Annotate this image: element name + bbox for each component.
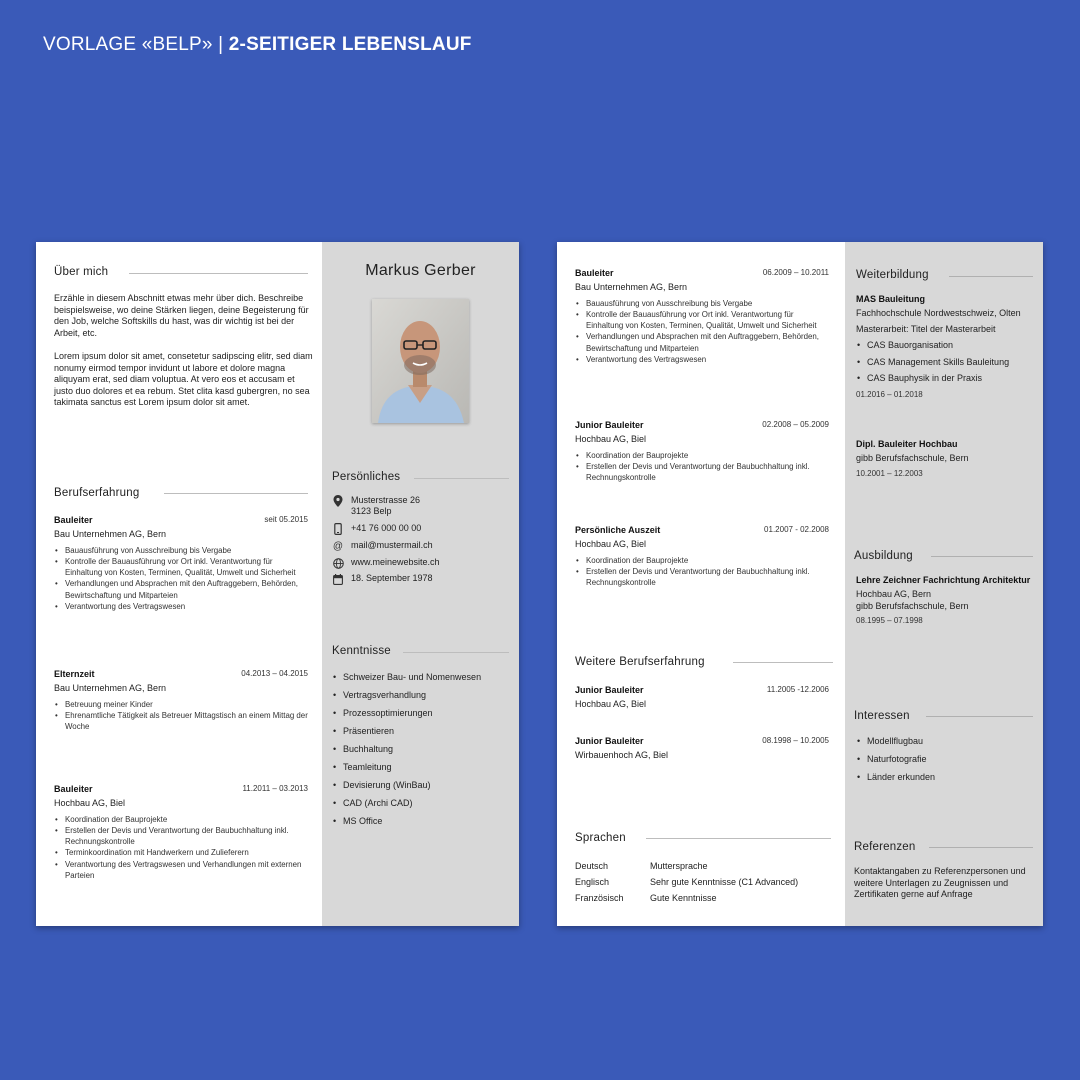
language-name: Deutsch xyxy=(575,861,609,871)
list-item: • Prozessoptimierungen xyxy=(332,704,512,722)
divider xyxy=(646,838,831,839)
list-item: • Erstellen der Devis und Verantwortung der Baubuchhaltung inkl. Rechnungskontrolle xyxy=(575,566,829,589)
language-level: Gute Kenntnisse xyxy=(650,893,717,903)
interests-title: Interessen xyxy=(854,710,910,722)
contact-phone xyxy=(332,523,421,535)
cv-page-2 xyxy=(557,242,1043,926)
language-level: Muttersprache xyxy=(650,861,708,871)
skills-title: Kenntnisse xyxy=(332,645,391,657)
job-company: Bau Unternehmen AG, Bern xyxy=(54,529,167,539)
training-thesis: Masterarbeit: Titel der Masterarbeit xyxy=(856,323,996,334)
list-item: • Vertragsverhandlung xyxy=(332,686,512,704)
divider xyxy=(164,493,308,494)
education-date: 08.1995 – 07.1998 xyxy=(856,616,923,626)
list-item: • Verantwortung des Vertragswesen xyxy=(54,601,308,612)
list-item: • Erstellen der Devis und Verantwortung der Baubuchhaltung inkl. Rechnungskontrolle xyxy=(575,461,829,484)
calendar-icon xyxy=(332,573,344,585)
job-entry xyxy=(54,515,308,612)
divider xyxy=(949,276,1033,277)
list-item: • CAS Bauorganisation xyxy=(856,337,1034,354)
job-entry xyxy=(575,736,829,762)
training-school: Fachhochschule Nordwestschweiz, Olten xyxy=(856,308,1021,318)
list-item: • Kontrolle der Bauausführung vor Ort inkl. Verantwortung für Einhaltung von Kosten, Terminen, Qualität, Umwelt und Sicherheit xyxy=(575,309,829,332)
job-date: 04.2013 – 04.2015 xyxy=(241,669,308,678)
list-item: • Ehrenamtliche Tätigkeit als Betreuer Mittagstisch an einem Mittag der Woche xyxy=(54,710,308,733)
list-item: • Betreuung meiner Kinder xyxy=(54,699,308,710)
list-item: • Bauausführung von Ausschreibung bis Vergabe xyxy=(54,545,308,556)
list-item: • Verantwortung des Vertragswesen und Verhandlungen mit externen Parteien xyxy=(54,859,308,882)
job-title: Persönliche Auszeit xyxy=(575,525,661,535)
training-date: 01.2016 – 01.2018 xyxy=(856,389,923,399)
list-item: • Koordination der Bauprojekte xyxy=(575,450,829,461)
job-date: 06.2009 – 10.2011 xyxy=(762,268,829,277)
job-date: 08.1998 – 10.2005 xyxy=(762,736,829,745)
divider xyxy=(129,273,308,274)
phone-icon xyxy=(332,523,344,535)
training-degree: Dipl. Bauleiter Hochbau xyxy=(856,439,958,449)
job-date: 02.2008 – 05.2009 xyxy=(762,420,829,429)
portrait-icon xyxy=(372,299,469,423)
job-company: Hochbau AG, Biel xyxy=(575,434,647,444)
job-company: Hochbau AG, Biel xyxy=(575,539,647,549)
list-item: • Koordination der Bauprojekte xyxy=(575,555,829,566)
training-entry xyxy=(856,294,1034,400)
email-value: mail@mustermail.ch xyxy=(351,540,433,550)
interests-list xyxy=(856,732,1026,786)
skills-list xyxy=(332,668,512,830)
job-date: 11.2005 -12.2006 xyxy=(766,685,829,694)
list-item: • CAS Management Skills Bauleitung xyxy=(856,354,1034,371)
list-item: • Modellflugbau xyxy=(856,732,1026,750)
training-title: Weiterbildung xyxy=(856,269,929,281)
list-item: • MS Office xyxy=(332,812,512,830)
training-entry xyxy=(856,439,1034,479)
divider xyxy=(733,662,833,663)
training-date: 10.2001 – 12.2003 xyxy=(856,468,923,478)
website-value: www.meinewebsite.ch xyxy=(351,557,440,567)
job-title: Bauleiter xyxy=(54,515,93,525)
job-title: Junior Bauleiter xyxy=(575,736,644,746)
education-title: Ausbildung xyxy=(854,550,913,562)
job-date: 11.2011 – 03.2013 xyxy=(242,784,308,793)
contact-website xyxy=(332,557,440,569)
list-item: • Teamleitung xyxy=(332,758,512,776)
list-item: • Verhandlungen und Absprachen mit den Auftraggebern, Behörden, Bewirtschaftung und Mitparteien xyxy=(575,331,829,354)
contact-birthday xyxy=(332,573,433,585)
divider xyxy=(414,478,509,479)
title-bold: 2-SEITIGER LEBENSLAUF xyxy=(228,34,472,55)
list-item: • Kontrolle der Bauausführung vor Ort inkl. Verantwortung für Einhaltung von Kosten, Terminen, Qualität, Umwelt und Sicherheit xyxy=(54,556,308,579)
job-company: Hochbau AG, Biel xyxy=(575,699,647,709)
references-title: Referenzen xyxy=(854,841,916,853)
job-title: Bauleiter xyxy=(54,784,93,794)
list-item: • Koordination der Bauprojekte xyxy=(54,814,308,825)
list-item: • CAS Bauphysik in der Praxis xyxy=(856,370,1034,387)
job-title: Junior Bauleiter xyxy=(575,685,644,695)
personal-title: Persönliches xyxy=(332,471,401,483)
title-light: VORLAGE «BELP» xyxy=(43,34,213,55)
language-row xyxy=(575,890,835,906)
list-item: • Verhandlungen und Absprachen mit den Auftraggebern, Behörden, Bewirtschaftung und Mitparteien xyxy=(54,578,308,601)
at-sign-icon: @ xyxy=(332,540,344,552)
list-item: • Buchhaltung xyxy=(332,740,512,758)
job-entry xyxy=(54,669,308,732)
training-school: gibb Berufsfachschule, Bern xyxy=(856,453,969,463)
training-degree: MAS Bauleitung xyxy=(856,294,925,304)
divider xyxy=(929,847,1033,848)
languages-title: Sprachen xyxy=(575,832,626,844)
page-title xyxy=(43,34,472,56)
job-date: 01.2007 - 02.2008 xyxy=(764,525,829,534)
job-title: Junior Bauleiter xyxy=(575,420,644,430)
experience-title: Berufserfahrung xyxy=(54,487,140,499)
list-item: • Devisierung (WinBau) xyxy=(332,776,512,794)
job-company: Hochbau AG, Biel xyxy=(54,798,126,808)
job-company: Wirbauenhoch AG, Biel xyxy=(575,750,669,760)
education-school: gibb Berufsfachschule, Bern xyxy=(856,600,969,611)
address-line-1: Musterstrasse 26 xyxy=(351,495,421,505)
list-item: • Erstellen der Devis und Verantwortung der Baubuchhaltung inkl. Rechnungskontrolle xyxy=(54,825,308,848)
job-entry xyxy=(575,268,829,365)
list-item: • Verantwortung des Vertragswesen xyxy=(575,354,829,365)
divider xyxy=(931,556,1033,557)
job-entry xyxy=(575,685,829,711)
language-row xyxy=(575,858,835,874)
education-entry xyxy=(856,575,1034,626)
list-item: • Schweizer Bau- und Nomenwesen xyxy=(332,668,512,686)
education-school: Hochbau AG, Bern xyxy=(856,589,932,599)
education-degree: Lehre Zeichner Fachrichtung Architektur xyxy=(856,575,1031,585)
list-item: • Terminkoordination mit Handwerkern und Zulieferern xyxy=(54,847,308,858)
title-separator: | xyxy=(218,34,224,55)
address-line-2: 3123 Belp xyxy=(351,506,392,516)
language-name: Französisch xyxy=(575,893,624,903)
about-paragraph-2: Lorem ipsum dolor sit amet, consetetur sadipscing elitr, sed diam nonumy eirmod tempor invidunt ut labore et dolore magna aliquyam erat, sed diam voluptua. At vero eos et accusam et justo duo dolores et ea rebum. Stet clita kasd gubergren, no sea takimata sanctus est Lorem ipsum dolor sit amet. xyxy=(54,351,313,408)
job-company: Bau Unternehmen AG, Bern xyxy=(575,282,688,292)
globe-icon xyxy=(332,557,344,569)
job-entry xyxy=(575,525,829,588)
language-level: Sehr gute Kenntnisse (C1 Advanced) xyxy=(650,877,799,887)
birthday-value: 18. September 1978 xyxy=(351,573,433,583)
list-item: • Bauausführung von Ausschreibung bis Vergabe xyxy=(575,298,829,309)
about-paragraph-1: Erzähle in diesem Abschnitt etwas mehr über dich. Beschreibe beispielsweise, wo deine Stärken liegen, deine Begeisterung für den Job, welche Softskills du hast, was dir wichtig ist bei der Arbeit, etc. xyxy=(54,293,309,338)
job-entry xyxy=(54,784,308,881)
job-title: Elternzeit xyxy=(54,669,95,679)
job-title: Bauleiter xyxy=(575,268,614,278)
job-company: Bau Unternehmen AG, Bern xyxy=(54,683,167,693)
contact-email xyxy=(332,540,433,552)
divider xyxy=(926,716,1033,717)
references-text: Kontaktangaben zu Referenzpersonen und weitere Unterlagen zu Zeugnissen und Zertifikaten gerne auf Anfrage xyxy=(854,866,1026,900)
languages-table xyxy=(575,858,835,906)
language-row xyxy=(575,874,835,890)
list-item: • CAD (Archi CAD) xyxy=(332,794,512,812)
list-item: • Präsentieren xyxy=(332,722,512,740)
list-item: • Länder erkunden xyxy=(856,768,1026,786)
list-item: • Naturfotografie xyxy=(856,750,1026,768)
contact-address xyxy=(332,495,420,517)
further-experience-title: Weitere Berufserfahrung xyxy=(575,656,705,668)
cv-page-1 xyxy=(36,242,519,926)
divider xyxy=(403,652,509,653)
job-entry xyxy=(575,420,829,483)
person-name: Markus Gerber xyxy=(365,262,476,279)
phone-value: +41 76 000 00 00 xyxy=(351,523,422,533)
location-pin-icon xyxy=(332,495,344,507)
about-title: Über mich xyxy=(54,266,109,278)
profile-photo xyxy=(372,299,469,423)
job-date: seit 05.2015 xyxy=(264,515,308,524)
language-name: Englisch xyxy=(575,877,610,887)
